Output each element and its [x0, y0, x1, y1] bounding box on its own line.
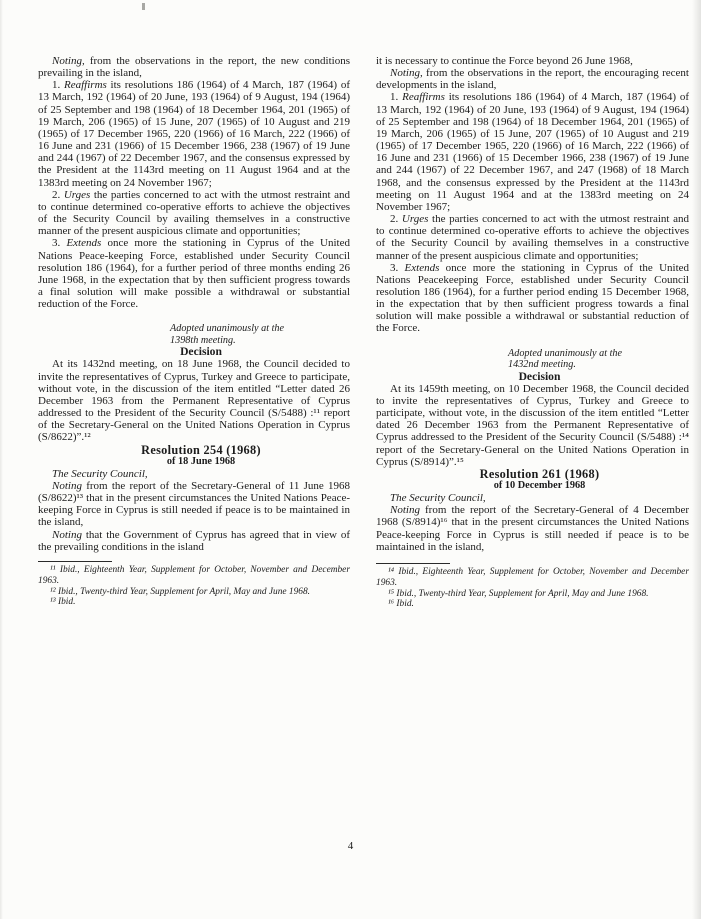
resolution-date-subheading: of 10 December 1968 [493, 480, 586, 491]
paragraph-lead: Extends [404, 261, 440, 274]
adoption-note [170, 323, 350, 346]
body-paragraph [376, 504, 689, 553]
paragraph-number: 2. [390, 213, 402, 226]
council-intro: The Security Council, [390, 492, 486, 505]
paragraph-text: from the report of the Secretary-General of 4 December 1968 (S/8914)¹⁶ that in the present circumstances the United Nations Peace-keeping Force in Cyprus is still needed if peace is to be maintained in the island, [376, 504, 689, 553]
footnotes-block [38, 561, 350, 608]
paragraph-text: once more the stationing in Cyprus of the United Nations Peace-keeping Force, established under Security Council resolution 186 (1964), for a further period of three months ending 26 June 1968, in the expectation that by then sufficient progress towards a final solution will make possible a withdrawal or substantial reduction of the Force. [38, 237, 350, 311]
paragraph-lead: Noting, [52, 55, 85, 67]
paragraph-number: 3. [52, 237, 67, 250]
paragraph-lead: Reaffirms [64, 79, 107, 92]
paragraph-number: 1. [52, 79, 65, 92]
adoption-note-line: Adopted unanimously at the [508, 347, 623, 359]
decision-paragraph: At its 1459th meeting, on 10 December 1968, the Council decided to invite the representatives of Cyprus, Turkey and Greece to participate, without vote, in the discussion of the item entitled “Letter dated 26 December 1963 from the Permanent Representative of Cyprus addressed to the President of the Security Council (S/5488) :¹⁴ report of the Secretary-General on the United Nations Operation in Cyprus (S/8914)”.¹⁵ [376, 382, 689, 468]
paragraph-lead: Noting [390, 504, 420, 517]
decision-heading: Decision [180, 345, 222, 359]
body-paragraph [38, 480, 350, 529]
body-paragraph [38, 79, 350, 188]
paragraph-text: the parties concerned to act with the utmost restraint and to continue determined co-operative efforts to achieve the objectives of the Security Council by availing themselves in a constructive manner of the present auspicious climate and opportunities; [38, 188, 351, 238]
footnote: ¹⁶ Ibid. [388, 599, 414, 610]
body-paragraph [376, 262, 689, 335]
paragraph-lead: Reaffirms [402, 91, 445, 104]
adoption-note-line: Adopted unanimously at the [170, 323, 285, 335]
footnote: ¹⁴ Ibid., Eighteenth Year, Supplement for October, November and December 1963. [376, 566, 689, 588]
council-intro: The Security Council, [52, 467, 148, 480]
paragraph-lead: Noting, [390, 67, 423, 80]
scan-artifact [142, 3, 145, 10]
paragraph-text: from the observations in the report, the new conditions prevailing in the island, [38, 55, 350, 80]
body-paragraph [376, 55, 689, 67]
body-paragraph [38, 237, 350, 310]
decision-paragraph: At its 1432nd meeting, on 18 June 1968, the Council decided to invite the representatives of Cyprus, Turkey and Greece to participate, without vote, in the discussion of the item entitled “Letter dated 26 December 1963 from the Permanent Representative of Cyprus addressed to the President of the Security Council (S/5488) :¹¹ report of the Secretary-General on the United Nations Operation in Cyprus (S/8622)”.¹² [38, 358, 350, 444]
body-paragraph [376, 213, 689, 262]
paragraph-number: 3. [390, 261, 405, 274]
left-column [38, 55, 350, 608]
paragraph-text: from the observations in the report, the encouraging recent developments in the island, [376, 67, 689, 92]
adoption-note-line: 1398th meeting. [170, 334, 236, 346]
page-number: 4 [347, 840, 354, 852]
paragraph-text: it is necessary to continue the Force beyond 26 June 1968, [376, 55, 633, 67]
paragraph-text: that the Government of Cyprus has agreed that in view of the prevailing conditions in the island [38, 528, 350, 553]
resolution-date-subheading: of 18 June 1968 [166, 455, 236, 467]
adoption-note [508, 348, 689, 371]
scan-edge-right [692, 0, 701, 919]
resolution-heading: Resolution 261 (1968) [479, 466, 600, 481]
paragraph-text: its resolutions 186 (1964) of 4 March, 187 (1964) of 13 March, 192 (1964) of 20 June, 193 (1964) of 9 August, 194 (1964) of 25 September and 198 (1964) of 18 December 1964, 201 (1965) of 19 March, 206 (1965) of 15 June, 207 (1965) of 10 August and 219 (1965) of 17 December 1965, 220 (1966) of 16 March, 222 (1966) of 16 June and 231 (1966) of 15 December 1966, 238 (1967) of 19 June and 244 (1967) of 22 December 1967, and the consensus expressed by the President at the 1143rd meeting on 11 August 1964 and at the 1383rd meeting on 24 November 1967; [38, 79, 351, 189]
paragraph-number: 1. [390, 91, 403, 104]
resolution-heading: Resolution 254 (1968) [141, 442, 261, 457]
paragraph-lead: Urges [401, 213, 429, 226]
body-paragraph [376, 91, 689, 213]
adoption-note-line: 1432nd meeting. [508, 359, 576, 371]
right-column [376, 55, 689, 610]
footnote-separator-rule [376, 563, 450, 564]
body-paragraph [38, 55, 350, 79]
paragraph-lead: Noting [52, 528, 82, 541]
paragraph-text: from the report of the Secretary-General of 11 June 1968 (S/8622)¹³ that in the present circumstances the United Nations Peace-keeping Force in Cyprus is still needed if peace is to be maintained in the island, [38, 480, 350, 529]
paragraph-text: its resolutions 186 (1964) of 4 March, 187 (1964) of 13 March, 192 (1964) of 20 June, 193 (1964) of 9 August, 194 (1964) of 25 September and 198 (1964) of 18 December 1964, 201 (1965) of 19 March, 206 (1965) of 15 June, 207 (1965) of 10 August and 219 (1965) of 17 December 1965, 220 (1966) of 16 March, 222 (1966) of 16 June and 231 (1966) of 15 December 1966, 238 (1967) of 19 June and 244 (1967) of 22 December 1967, and 247 (1968) of 18 March 1968, and the consensus expressed by the President at the 1143rd meeting on 11 August 1964 and at the 1383rd meeting on 24 November 1967; [376, 91, 690, 213]
footnote: ¹³ Ibid. [50, 597, 76, 608]
footnote: ¹¹ Ibid., Eighteenth Year, Supplement for October, November and December 1963. [38, 564, 350, 586]
body-paragraph [38, 529, 350, 553]
footnotes-block [376, 563, 689, 610]
decision-heading: Decision [518, 369, 561, 383]
footnote-separator-rule [38, 561, 112, 562]
paragraph-lead: Extends [66, 237, 102, 250]
paragraph-text: the parties concerned to act with the utmost restraint and to continue determined co-operative efforts to achieve the objectives of the Security Council by availing themselves in a constructive manner of the present auspicious climate and opportunities; [376, 213, 690, 262]
footnote: ¹² Ibid., Twenty-third Year, Supplement for April, May and June 1968. [50, 586, 311, 597]
paragraph-text: once more the stationing in Cyprus of the United Nations Peacekeeping Force, established under Security Council resolution 186 (1964), for a further period ending 15 December 1968, in the expectation that by then sufficient progress towards a final solution will make possible a withdrawal or substantial reduction of the Force. [376, 261, 690, 335]
paragraph-lead: Noting [52, 480, 82, 492]
body-paragraph [38, 189, 350, 238]
paragraph-number: 2. [52, 188, 64, 201]
scan-edge-left [0, 0, 3, 919]
body-paragraph [376, 67, 689, 91]
footnote: ¹⁵ Ibid., Twenty-third Year, Supplement for April, May and June 1968. [388, 588, 649, 599]
paragraph-lead: Urges [63, 188, 91, 201]
